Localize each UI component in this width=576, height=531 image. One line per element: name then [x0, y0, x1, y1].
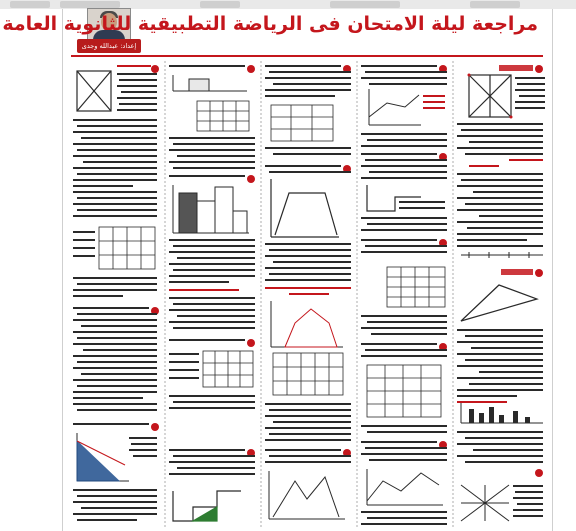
column-2 — [169, 65, 255, 521]
page-title: مراجعة ليلة الامتحان فى الرياضة التطبيقية للثانوية العامة — [2, 13, 538, 35]
table-figure — [99, 227, 155, 269]
table-figure — [271, 105, 333, 141]
column-5 — [457, 65, 545, 521]
title-underline — [71, 55, 543, 57]
page-header — [2, 9, 552, 57]
toolbar-tab — [330, 1, 400, 8]
trapezoid-figure — [271, 179, 339, 237]
table-figure — [203, 351, 253, 387]
toolbar-tab — [470, 1, 520, 8]
worksheet-content — [69, 61, 546, 529]
line-graph — [369, 89, 421, 125]
number-line — [461, 252, 543, 258]
column-4 — [361, 65, 447, 525]
question-number-badge — [535, 65, 543, 73]
shaded-triangle-figure — [77, 433, 129, 481]
worksheet-figures — [69, 61, 546, 529]
step-figure — [173, 491, 241, 521]
document-page — [2, 9, 553, 531]
geometry-figure-triangle — [461, 285, 537, 321]
table-figure — [367, 365, 441, 417]
table-figure — [197, 101, 249, 131]
column-3 — [265, 65, 351, 519]
toolbar-tab — [10, 1, 50, 8]
toolbar-tab — [200, 1, 240, 8]
author-label: إعداد: عبدالله وجدى — [77, 39, 141, 53]
table-figure — [273, 353, 343, 395]
column-1 — [73, 65, 159, 521]
geometry-figure-frame — [77, 71, 111, 111]
grid-figure — [461, 485, 509, 521]
geometry-figure-square — [469, 75, 511, 117]
histogram-figure — [173, 185, 249, 233]
toolbar-tab — [60, 1, 120, 8]
table-figure — [387, 267, 445, 307]
